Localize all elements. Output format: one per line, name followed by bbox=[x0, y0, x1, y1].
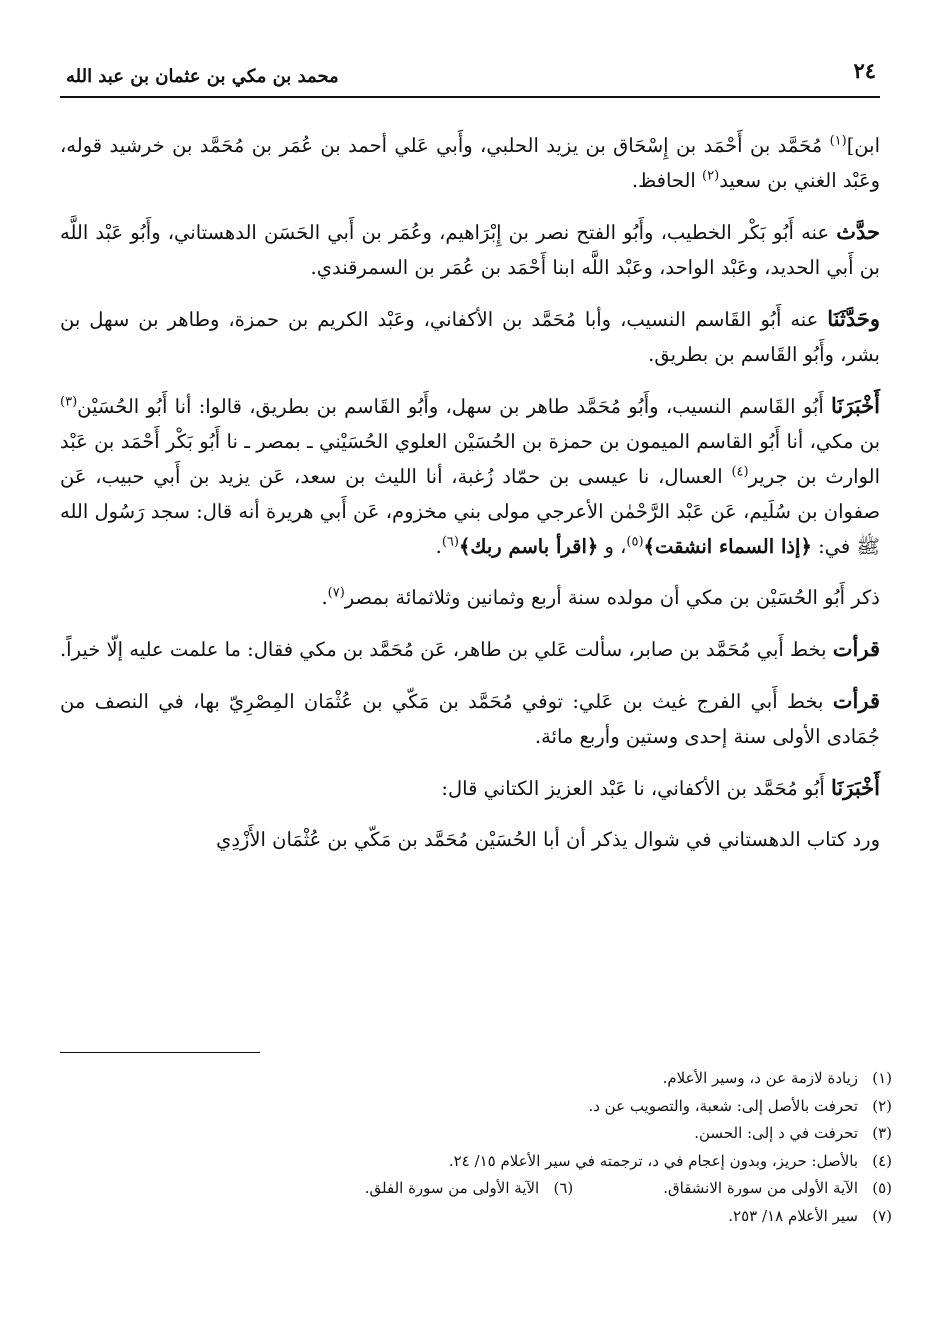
text-span: بخط أَبي مُحَمَّد بن صابر، سألت عَلي بن طاهر، عَن مُحَمَّد بن مكي فقال: ما علمت عليه إلّا خيراً. bbox=[59, 638, 833, 661]
footnote-ref-5: (٥) bbox=[626, 534, 644, 550]
text-span: الحافظ. bbox=[631, 169, 703, 192]
footnote bbox=[60, 1066, 892, 1091]
text-span: عنه أَبُو القَاسم النسيب، وأبا مُحَمَّد بن الأكفاني، وعَبْد الكريم بن حمزة، وطاهر بن سهل بن بشر، وأَبُو القَاسم بن بطريق. bbox=[60, 308, 880, 366]
text-span: أَبُو مُحَمَّد بن الأكفاني، نا عَبْد العزيز الكتاني قال: bbox=[441, 777, 832, 800]
footnote-number: (٥) bbox=[872, 1179, 892, 1197]
footnote-text: الآية الأولى من سورة الانشقاق. bbox=[663, 1179, 858, 1197]
text-span: . bbox=[435, 535, 442, 558]
footnote bbox=[60, 1121, 892, 1146]
lead-word: حدَّث bbox=[836, 219, 880, 244]
paragraph-8 bbox=[60, 770, 880, 806]
footnote-text: بالأصل: حريز، وبدون إعجام في د، ترجمته في سير الأعلام ١٥/ ٢٤. bbox=[448, 1151, 858, 1170]
footnote-number: (٧) bbox=[872, 1206, 892, 1225]
footnote bbox=[60, 1149, 892, 1174]
footnote-text: تحرفت بالأصل إلى: شعبة، والتصويب عن د. bbox=[588, 1096, 858, 1115]
main-text bbox=[60, 128, 880, 873]
lead-word: قرأت bbox=[832, 636, 880, 661]
text-span: أَبُو القَاسم النسيب، وأَبُو مُحَمَّد طاهر بن سهل، وأَبُو القَاسم بن بطريق، قالوا: أنا أَبُو الحُسَيْن bbox=[77, 395, 832, 418]
text-span: . bbox=[321, 586, 328, 609]
footnote-number: (١) bbox=[872, 1069, 892, 1087]
text-span: ابن] bbox=[846, 134, 880, 157]
running-title: محمد بن مكي بن عثمان بن عبد الله bbox=[66, 66, 339, 87]
lead-word: وحَدَّثَنَا bbox=[827, 306, 880, 331]
text-span: العسال، نا عيسى بن حمّاد زُغبة، أنا الليث بن سعد، عَن يزيد بن أَبي حبيب، عَن صفوان بن سُلَيم، عَن عَبْد الرَّحْمٰن الأعرجي مولى بني مخزوم، عَن أَبي هريرة أنه قال: سجد رَسُول الله ﷺ في: bbox=[60, 465, 880, 558]
footnote-ref-2: (٢) bbox=[702, 168, 720, 184]
paragraph-1 bbox=[60, 128, 880, 198]
paragraph-7 bbox=[60, 683, 880, 754]
text-span: عنه أَبُو بَكْر الخطيب، وأَبُو الفتح نصر بن إِبْرَاهيم، وعُمَر بن أَبي الحَسَن الدهستاني، وأَبُو عَبْد اللَّه بن أَبي الحديد، وعَبْد الواحد، وعَبْد اللَّه ابنا أَحْمَد بن عُمَر بن السمرقندي. bbox=[60, 221, 880, 279]
paragraph-5 bbox=[60, 580, 880, 615]
footnotes bbox=[60, 1066, 892, 1231]
footnote-ref-4: (٤) bbox=[731, 464, 749, 480]
footnote-text: الآية الأولى من سورة الفلق. bbox=[364, 1179, 540, 1197]
footnote-number: (٤) bbox=[872, 1151, 892, 1170]
lead-word: قرأت bbox=[832, 688, 880, 713]
paragraph-3 bbox=[60, 301, 880, 372]
footnote-text: تحرفت في د إلى: الحسن. bbox=[694, 1124, 858, 1142]
footnote-text: سير الأعلام ١٨/ ٢٥٣. bbox=[728, 1206, 858, 1225]
footnote bbox=[663, 1176, 892, 1201]
footnote-ref-6: (٦) bbox=[441, 534, 459, 550]
paragraph-2 bbox=[60, 214, 880, 285]
footnote bbox=[365, 1176, 574, 1201]
footnote-ref-1: (١) bbox=[829, 133, 847, 149]
paragraph-4 bbox=[60, 388, 880, 564]
text-span: بن مكي، أنا أَبُو القاسم الميمون بن حمزة بن الحُسَيْن العلوي الحُسَيْني ـ بمصر ـ نا أَبُو بَكْر أَحْمَد بن عَبْد الوارث بن جرير bbox=[60, 430, 881, 488]
text-span: ورد كتاب الدهستاني في شوال يذكر أن أبا الحُسَيْن مُحَمَّد بن مَكّي بن عُثْمَان الأَزْدِي bbox=[216, 828, 880, 851]
text-span: ذكر أَبُو الحُسَيْن بن مكي أن مولده سنة أربع وثمانين وثلاثمائة بمصر bbox=[344, 586, 880, 609]
page-number: ٢٤ bbox=[853, 58, 876, 83]
paragraph-6 bbox=[60, 631, 880, 667]
footnote bbox=[60, 1204, 892, 1229]
footnote bbox=[60, 1094, 892, 1119]
footnote-ref-3: (٣) bbox=[60, 394, 78, 410]
text-span: مُحَمَّد بن أَحْمَد بن إِسْحَاق بن يزيد الحلبي، وأَبي عَلي أحمد بن عُمَر بن مُحَمَّد بن خرشيد قوله، وعَبْد الغني بن سعيد bbox=[60, 134, 880, 192]
lead-word: أَخْبَرَنَا bbox=[831, 393, 880, 418]
text-span: ، و bbox=[598, 535, 627, 558]
footnote-ref-7: (٧) bbox=[327, 585, 345, 601]
lead-word: أَخْبَرَنَا bbox=[831, 775, 880, 800]
page-header bbox=[60, 56, 880, 98]
footnote-number: (٣) bbox=[872, 1124, 892, 1142]
paragraph-9 bbox=[60, 822, 880, 857]
footnote-number: (٢) bbox=[872, 1096, 892, 1115]
quran-verse: ﴿اقرأ باسم ربك﴾ bbox=[458, 535, 599, 558]
quran-verse: ﴿إذا السماء انشقت﴾ bbox=[643, 535, 812, 558]
footnote-row bbox=[60, 1176, 892, 1204]
footnote-separator bbox=[60, 1052, 260, 1053]
footnote-number: (٦) bbox=[553, 1179, 574, 1197]
text-span: بخط أَبي الفرج غيث بن عَلي: توفي مُحَمَّد بن مَكّي بن عُثْمَان المِصْرِيّ بها، في النصف من جُمَادى الأولى سنة إحدى وستين وأربع مائة. bbox=[60, 690, 880, 748]
footnote-text: زيادة لازمة عن د، وسير الأعلام. bbox=[662, 1069, 858, 1087]
